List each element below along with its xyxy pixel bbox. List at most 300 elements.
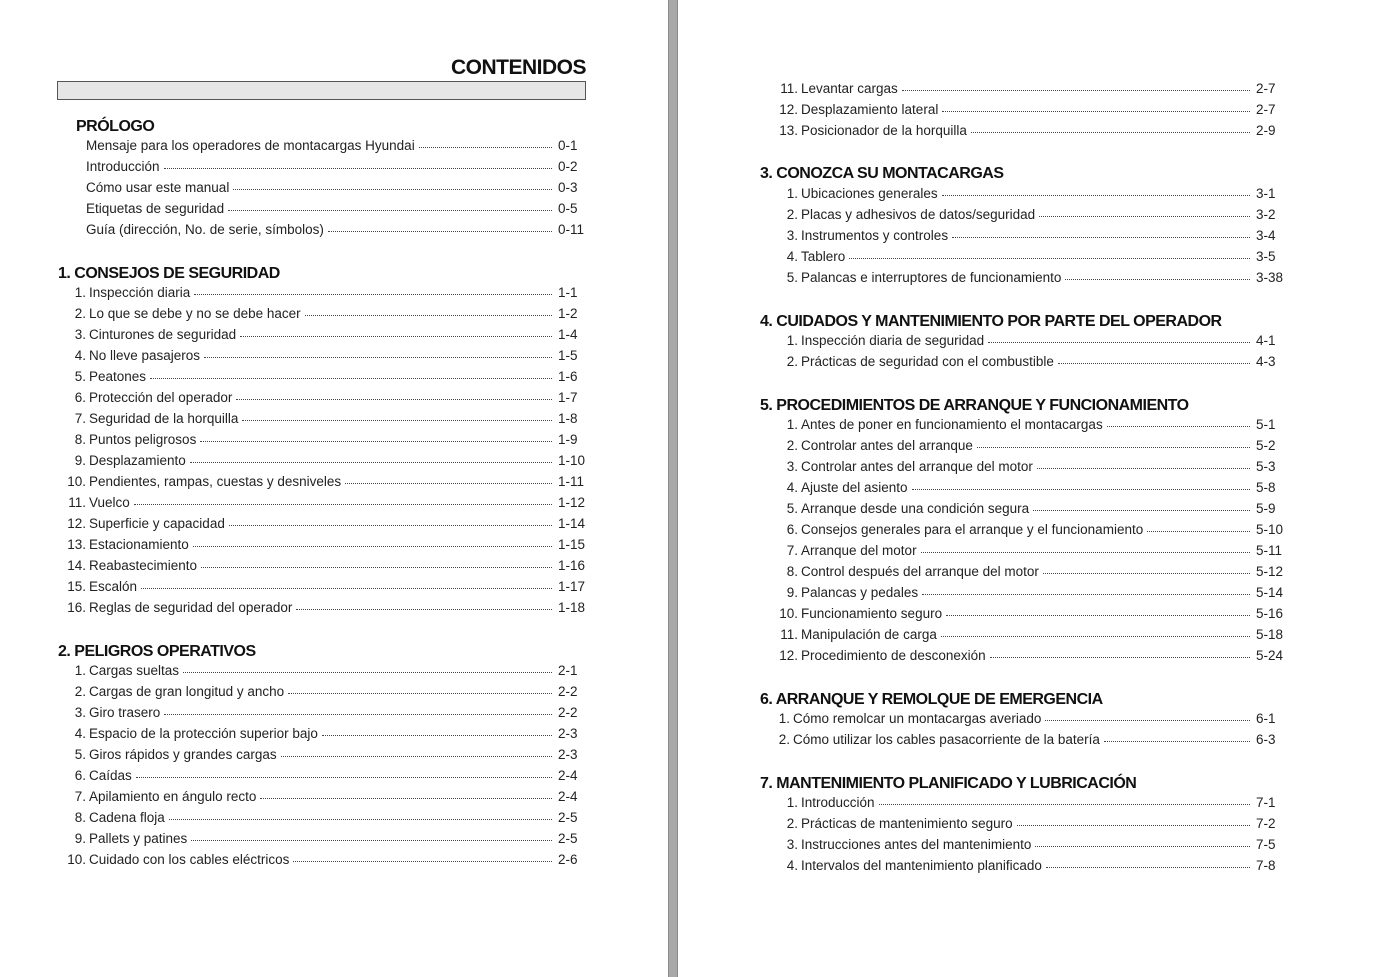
entry-number: 12.	[67, 516, 86, 531]
entry-page: 5-2	[1256, 438, 1276, 453]
entry-number: 11.	[780, 627, 798, 642]
entry-label: Seguridad de la horquilla	[89, 411, 239, 426]
entry-label: Cargas sueltas	[89, 663, 180, 678]
entry-number: 7.	[786, 543, 798, 558]
entry-page: 2-4	[558, 768, 578, 783]
entry-number: 10.	[67, 852, 86, 867]
entry-page: 2-7	[1256, 102, 1276, 117]
entry-page: 0-1	[558, 138, 578, 153]
toc-entry[interactable]	[86, 135, 586, 156]
toc-entry[interactable]	[778, 792, 1284, 813]
entry-page: 0-3	[558, 180, 578, 195]
entry-label: Palancas y pedales	[801, 585, 919, 600]
entry-label: Etiquetas de seguridad	[86, 201, 225, 216]
entry-label: Arranque del motor	[801, 543, 917, 558]
toc-entry[interactable]	[66, 303, 586, 324]
entry-label: Consejos generales para el arranque y el funcionamiento	[801, 522, 1144, 537]
entry-page: 4-3	[1256, 354, 1276, 369]
entry-number: 3.	[74, 327, 86, 342]
entry-label: Ajuste del asiento	[801, 480, 908, 495]
entry-number: 15.	[67, 579, 86, 594]
entry-number: 14.	[67, 558, 86, 573]
dot-leader	[419, 135, 552, 156]
entry-page: 1-18	[558, 600, 586, 615]
dot-leader	[134, 492, 552, 513]
entry-label: Funcionamiento seguro	[801, 606, 943, 621]
entry-label: Cómo remolcar un montacargas averiado	[793, 711, 1042, 726]
entry-page: 0-5	[558, 201, 578, 216]
entry-page: 0-11	[558, 222, 585, 237]
entry-label: Mensaje para los operadores de montacargas Hyundai	[86, 138, 415, 153]
entry-label: Arranque desde una condición segura	[801, 501, 1030, 516]
entry-number: 6.	[786, 522, 798, 537]
entry-number: 1.	[786, 795, 798, 810]
toc-entry[interactable]	[778, 414, 1284, 435]
entry-page: 5-8	[1256, 480, 1276, 495]
entry-label: Levantar cargas	[801, 81, 898, 96]
dot-leader	[345, 471, 552, 492]
toc-entry[interactable]	[66, 702, 586, 723]
section-heading: 7. MANTENIMIENTO PLANIFICADO Y LUBRICACIÓN	[760, 775, 1137, 792]
entry-label: Desplazamiento	[89, 453, 186, 468]
dot-leader	[990, 645, 1250, 666]
dot-leader	[977, 435, 1250, 456]
entry-number: 1.	[786, 333, 798, 348]
dot-leader	[305, 303, 552, 324]
entry-number: 2.	[786, 207, 798, 222]
toc-entry[interactable]	[66, 597, 586, 618]
dot-leader	[971, 120, 1250, 141]
dot-leader	[1058, 351, 1250, 372]
dot-leader	[1039, 204, 1250, 225]
toc-entry[interactable]	[66, 492, 586, 513]
toc-entry[interactable]	[66, 408, 586, 429]
toc-entry[interactable]	[778, 435, 1284, 456]
entry-label: Inspección diaria de seguridad	[801, 333, 985, 348]
toc-entry[interactable]	[778, 225, 1284, 246]
entry-page: 3-2	[1256, 207, 1276, 222]
toc-entry[interactable]	[778, 813, 1284, 834]
entry-page: 7-8	[1256, 858, 1276, 873]
entry-number: 4.	[786, 480, 798, 495]
entry-page: 2-2	[558, 684, 578, 699]
entry-label: Control después del arranque del motor	[801, 564, 1039, 579]
entry-label: Giro trasero	[89, 705, 161, 720]
entry-page: 5-24	[1256, 648, 1284, 663]
entry-number: 11.	[780, 81, 798, 96]
dot-leader	[169, 807, 552, 828]
entry-label: Caídas	[89, 768, 132, 783]
entry-label: Controlar antes del arranque	[801, 438, 973, 453]
toc-entry[interactable]	[778, 351, 1284, 372]
dot-leader	[1043, 561, 1250, 582]
toc-entry[interactable]	[66, 282, 586, 303]
entry-page: 7-5	[1256, 837, 1276, 852]
entry-label: Reabastecimiento	[89, 558, 198, 573]
toc-entry[interactable]	[66, 849, 586, 870]
entry-number: 5.	[786, 501, 798, 516]
toc-entry[interactable]	[66, 828, 586, 849]
entry-label: Peatones	[89, 369, 147, 384]
entry-page: 5-10	[1256, 522, 1284, 537]
entry-number: 9.	[74, 831, 86, 846]
entry-page: 6-3	[1256, 732, 1276, 747]
toc-entry[interactable]	[778, 561, 1284, 582]
dot-leader	[288, 681, 552, 702]
entry-number: 7.	[74, 411, 86, 426]
dot-leader	[879, 792, 1250, 813]
entry-number: 16.	[67, 600, 86, 615]
entry-page: 5-16	[1256, 606, 1284, 621]
entry-page: 7-1	[1256, 795, 1276, 810]
toc-entry[interactable]	[66, 534, 586, 555]
entry-label: Puntos peligrosos	[89, 432, 197, 447]
entry-number: 3.	[786, 228, 798, 243]
dot-leader	[942, 99, 1250, 120]
dot-leader	[260, 786, 552, 807]
entry-label: Giros rápidos y grandes cargas	[89, 747, 277, 762]
entry-label: Pallets y patines	[89, 831, 188, 846]
dot-leader	[1033, 498, 1250, 519]
entry-label: Ubicaciones generales	[801, 186, 938, 201]
entry-label: Introducción	[86, 159, 160, 174]
dot-leader	[229, 513, 552, 534]
dot-leader	[183, 660, 552, 681]
entry-number: 6.	[74, 768, 86, 783]
toc-entry[interactable]	[66, 786, 586, 807]
dot-leader	[1147, 519, 1250, 540]
entry-number: 3.	[786, 459, 798, 474]
toc-entry[interactable]	[66, 513, 586, 534]
dot-leader	[204, 345, 552, 366]
toc-entry[interactable]	[66, 681, 586, 702]
entry-label: Tablero	[801, 249, 846, 264]
entry-number: 13.	[67, 537, 86, 552]
entry-page: 6-1	[1256, 711, 1276, 726]
entry-page: 1-11	[558, 474, 585, 489]
dot-leader	[921, 540, 1250, 561]
entry-label: Prácticas de seguridad con el combustible	[801, 354, 1054, 369]
section-heading: 2. PELIGROS OPERATIVOS	[58, 643, 256, 660]
entry-page: 2-4	[558, 789, 578, 804]
entry-page: 7-2	[1256, 816, 1276, 831]
toc-entry[interactable]	[778, 78, 1284, 99]
toc-entry[interactable]	[66, 660, 586, 681]
entry-label: Manipulación de carga	[801, 627, 937, 642]
entry-number: 8.	[74, 432, 86, 447]
entry-number: 8.	[786, 564, 798, 579]
section-heading: 1. CONSEJOS DE SEGURIDAD	[58, 265, 280, 282]
entry-number: 10.	[67, 474, 86, 489]
toc-entry[interactable]	[778, 834, 1284, 855]
entry-label: Prácticas de mantenimiento seguro	[801, 816, 1013, 831]
entry-label: Antes de poner en funcionamiento el montacargas	[801, 417, 1103, 432]
dot-leader	[988, 330, 1250, 351]
right-page	[678, 0, 1389, 977]
entry-label: Apilamiento en ángulo recto	[89, 789, 257, 804]
entry-label: Desplazamiento lateral	[801, 102, 939, 117]
entry-number: 4.	[74, 348, 86, 363]
entry-page: 3-38	[1256, 270, 1284, 285]
dot-leader	[952, 225, 1250, 246]
entry-number: 5.	[74, 747, 86, 762]
toc-entry[interactable]	[66, 366, 586, 387]
entry-page: 2-3	[558, 747, 578, 762]
dot-leader	[912, 477, 1250, 498]
dot-leader	[1035, 834, 1250, 855]
entry-label: Cadena floja	[89, 810, 165, 825]
entry-label: Escalón	[89, 579, 138, 594]
dot-leader	[150, 366, 552, 387]
entry-page: 1-7	[558, 390, 578, 405]
toc-entry[interactable]	[778, 456, 1284, 477]
dot-leader	[228, 198, 552, 219]
toc-entry[interactable]	[66, 723, 586, 744]
dot-leader	[1107, 414, 1250, 435]
entry-page: 3-1	[1256, 186, 1276, 201]
dot-leader	[1037, 456, 1250, 477]
entry-label: Intervalos del mantenimiento planificado	[801, 858, 1042, 873]
dot-leader	[190, 450, 552, 471]
entry-number: 1.	[786, 186, 798, 201]
dot-leader	[1046, 855, 1250, 876]
entry-label: Cinturones de seguridad	[89, 327, 237, 342]
toc-entry[interactable]	[778, 519, 1284, 540]
entry-label: Palancas e interruptores de funcionamiento	[801, 270, 1062, 285]
entry-page: 5-3	[1256, 459, 1276, 474]
toc-entry[interactable]	[778, 204, 1284, 225]
toc-entry[interactable]	[778, 246, 1284, 267]
entry-number: 2.	[778, 732, 790, 747]
entry-number: 7.	[74, 789, 86, 804]
entry-page: 2-5	[558, 831, 578, 846]
entry-label: Cuidado con los cables eléctricos	[89, 852, 290, 867]
toc-entry[interactable]	[770, 708, 1284, 729]
entry-label: Controlar antes del arranque del motor	[801, 459, 1033, 474]
entry-page: 5-9	[1256, 501, 1276, 516]
section-heading: 6. ARRANQUE Y REMOLQUE DE EMERGENCIA	[760, 691, 1103, 708]
entry-page: 1-2	[558, 306, 578, 321]
entry-number: 12.	[779, 648, 798, 663]
toc-entry[interactable]	[66, 429, 586, 450]
dot-leader	[1104, 729, 1250, 750]
entry-page: 1-17	[558, 579, 586, 594]
entry-label: No lleve pasajeros	[89, 348, 201, 363]
entry-label: Posicionador de la horquilla	[801, 123, 967, 138]
dot-leader	[946, 603, 1250, 624]
dot-leader	[164, 702, 552, 723]
toc-entry[interactable]	[778, 183, 1284, 204]
toc-entry[interactable]	[66, 324, 586, 345]
dot-leader	[191, 828, 552, 849]
dot-leader	[193, 534, 552, 555]
entry-label: Guía (dirección, No. de serie, símbolos)	[86, 222, 324, 237]
toc-entry[interactable]	[86, 198, 586, 219]
section-heading: 4. CUIDADOS Y MANTENIMIENTO POR PARTE DEL OPERADOR	[760, 313, 1222, 330]
toc-entry[interactable]	[86, 177, 586, 198]
dot-leader	[201, 555, 552, 576]
dot-leader	[922, 582, 1250, 603]
entry-number: 9.	[74, 453, 86, 468]
entry-page: 5-1	[1256, 417, 1276, 432]
toc-entry[interactable]	[778, 855, 1284, 876]
toc-entry[interactable]	[86, 156, 586, 177]
dot-leader	[240, 324, 552, 345]
entry-page: 2-2	[558, 705, 578, 720]
dot-leader	[322, 723, 552, 744]
entry-page: 0-2	[558, 159, 578, 174]
dot-leader	[194, 282, 552, 303]
entry-page: 2-9	[1256, 123, 1276, 138]
toc-entry[interactable]	[66, 765, 586, 786]
entry-number: 1.	[74, 663, 86, 678]
entry-page: 2-7	[1256, 81, 1276, 96]
entry-label: Superficie y capacidad	[89, 516, 225, 531]
toc-entry[interactable]	[66, 471, 586, 492]
dot-leader	[1017, 813, 1250, 834]
dot-leader	[941, 624, 1250, 645]
toc-entry[interactable]	[66, 345, 586, 366]
entry-number: 4.	[74, 726, 86, 741]
toc-entry[interactable]	[86, 219, 586, 240]
entry-page: 5-18	[1256, 627, 1284, 642]
entry-page: 2-6	[558, 852, 578, 867]
entry-page: 2-1	[558, 663, 578, 678]
entry-number: 2.	[786, 816, 798, 831]
dot-leader	[236, 387, 552, 408]
entry-label: Instrumentos y controles	[801, 228, 949, 243]
toc-entry[interactable]	[66, 387, 586, 408]
toc-entry[interactable]	[66, 450, 586, 471]
entry-page: 1-16	[558, 558, 586, 573]
entry-number: 13.	[779, 123, 798, 138]
toc-entry[interactable]	[778, 603, 1284, 624]
dot-leader	[136, 765, 552, 786]
entry-page: 2-3	[558, 726, 578, 741]
entry-label: Vuelco	[89, 495, 130, 510]
entry-number: 2.	[74, 684, 86, 699]
entry-label: Cargas de gran longitud y ancho	[89, 684, 285, 699]
entry-number: 6.	[74, 390, 86, 405]
entry-page: 5-12	[1256, 564, 1284, 579]
toc-entry[interactable]	[66, 576, 586, 597]
entry-label: Introducción	[801, 795, 875, 810]
entry-number: 4.	[786, 249, 798, 264]
entry-number: 3.	[786, 837, 798, 852]
toc-entry[interactable]	[778, 99, 1284, 120]
entry-number: 10.	[779, 606, 798, 621]
entry-number: 1.	[786, 417, 798, 432]
entry-number: 2.	[786, 438, 798, 453]
entry-number: 4.	[786, 858, 798, 873]
section-heading: 5. PROCEDIMIENTOS DE ARRANQUE Y FUNCIONAMIENTO	[760, 397, 1189, 414]
entry-page: 1-1	[558, 285, 578, 300]
entry-page: 1-8	[558, 411, 578, 426]
entry-page: 1-15	[558, 537, 586, 552]
entry-label: Reglas de seguridad del operador	[89, 600, 293, 615]
toc-entry[interactable]	[778, 540, 1284, 561]
entry-page: 1-12	[558, 495, 586, 510]
entry-number: 9.	[786, 585, 798, 600]
entry-label: Espacio de la protección superior bajo	[89, 726, 318, 741]
toc-entry[interactable]	[66, 807, 586, 828]
entry-page: 2-5	[558, 810, 578, 825]
entry-label: Protección del operador	[89, 390, 233, 405]
entry-page: 1-14	[558, 516, 586, 531]
dot-leader	[1045, 708, 1250, 729]
dot-leader	[293, 849, 552, 870]
dot-leader	[902, 78, 1250, 99]
entry-number: 12.	[779, 102, 798, 117]
left-page	[0, 0, 668, 977]
dot-leader	[233, 177, 552, 198]
dot-leader	[942, 183, 1250, 204]
entry-label: Inspección diaria	[89, 285, 191, 300]
entry-page: 1-9	[558, 432, 578, 447]
toc-entry[interactable]	[778, 477, 1284, 498]
entry-label: Lo que se debe y no se debe hacer	[89, 306, 301, 321]
dot-leader	[849, 246, 1250, 267]
entry-number: 5.	[786, 270, 798, 285]
entry-label: Instrucciones antes del mantenimiento	[801, 837, 1032, 852]
toc-entry[interactable]	[770, 729, 1284, 750]
dot-leader	[242, 408, 552, 429]
entry-number: 3.	[74, 705, 86, 720]
entry-number: 8.	[74, 810, 86, 825]
toc-entry[interactable]	[778, 624, 1284, 645]
toc-entry[interactable]	[778, 120, 1284, 141]
section-heading: PRÓLOGO	[76, 118, 155, 135]
entry-page: 5-11	[1256, 543, 1283, 558]
dot-leader	[1065, 267, 1250, 288]
toc-entry[interactable]	[66, 744, 586, 765]
entry-number: 11.	[68, 495, 86, 510]
entry-page: 1-10	[558, 453, 586, 468]
dot-leader	[200, 429, 552, 450]
entry-label: Procedimiento de desconexión	[801, 648, 986, 663]
toc-entry[interactable]	[66, 555, 586, 576]
section-heading: 3. CONOZCA SU MONTACARGAS	[760, 165, 1004, 182]
entry-number: 5.	[74, 369, 86, 384]
entry-number: 2.	[74, 306, 86, 321]
toc-entry[interactable]	[778, 582, 1284, 603]
dot-leader	[296, 597, 552, 618]
entry-page: 1-5	[558, 348, 578, 363]
toc-entry[interactable]	[778, 498, 1284, 519]
entry-page: 5-14	[1256, 585, 1284, 600]
entry-page: 4-1	[1256, 333, 1276, 348]
dot-leader	[141, 576, 552, 597]
entry-page: 1-4	[558, 327, 578, 342]
entry-label: Pendientes, rampas, cuestas y desniveles	[89, 474, 342, 489]
entry-page: 3-4	[1256, 228, 1276, 243]
entry-label: Estacionamiento	[89, 537, 189, 552]
page-title: CONTENIDOS	[450, 56, 586, 79]
dot-leader	[328, 219, 552, 240]
title-bar	[57, 81, 586, 100]
entry-label: Cómo usar este manual	[86, 180, 230, 195]
toc-entry[interactable]	[778, 330, 1284, 351]
toc-entry[interactable]	[778, 645, 1284, 666]
entry-page: 1-6	[558, 369, 578, 384]
toc-entry[interactable]	[778, 267, 1284, 288]
entry-number: 1.	[778, 711, 790, 726]
entry-label: Cómo utilizar los cables pasacorriente de la batería	[793, 732, 1100, 747]
page-gutter	[668, 0, 678, 977]
dot-leader	[164, 156, 552, 177]
entry-page: 3-5	[1256, 249, 1276, 264]
entry-number: 1.	[74, 285, 86, 300]
